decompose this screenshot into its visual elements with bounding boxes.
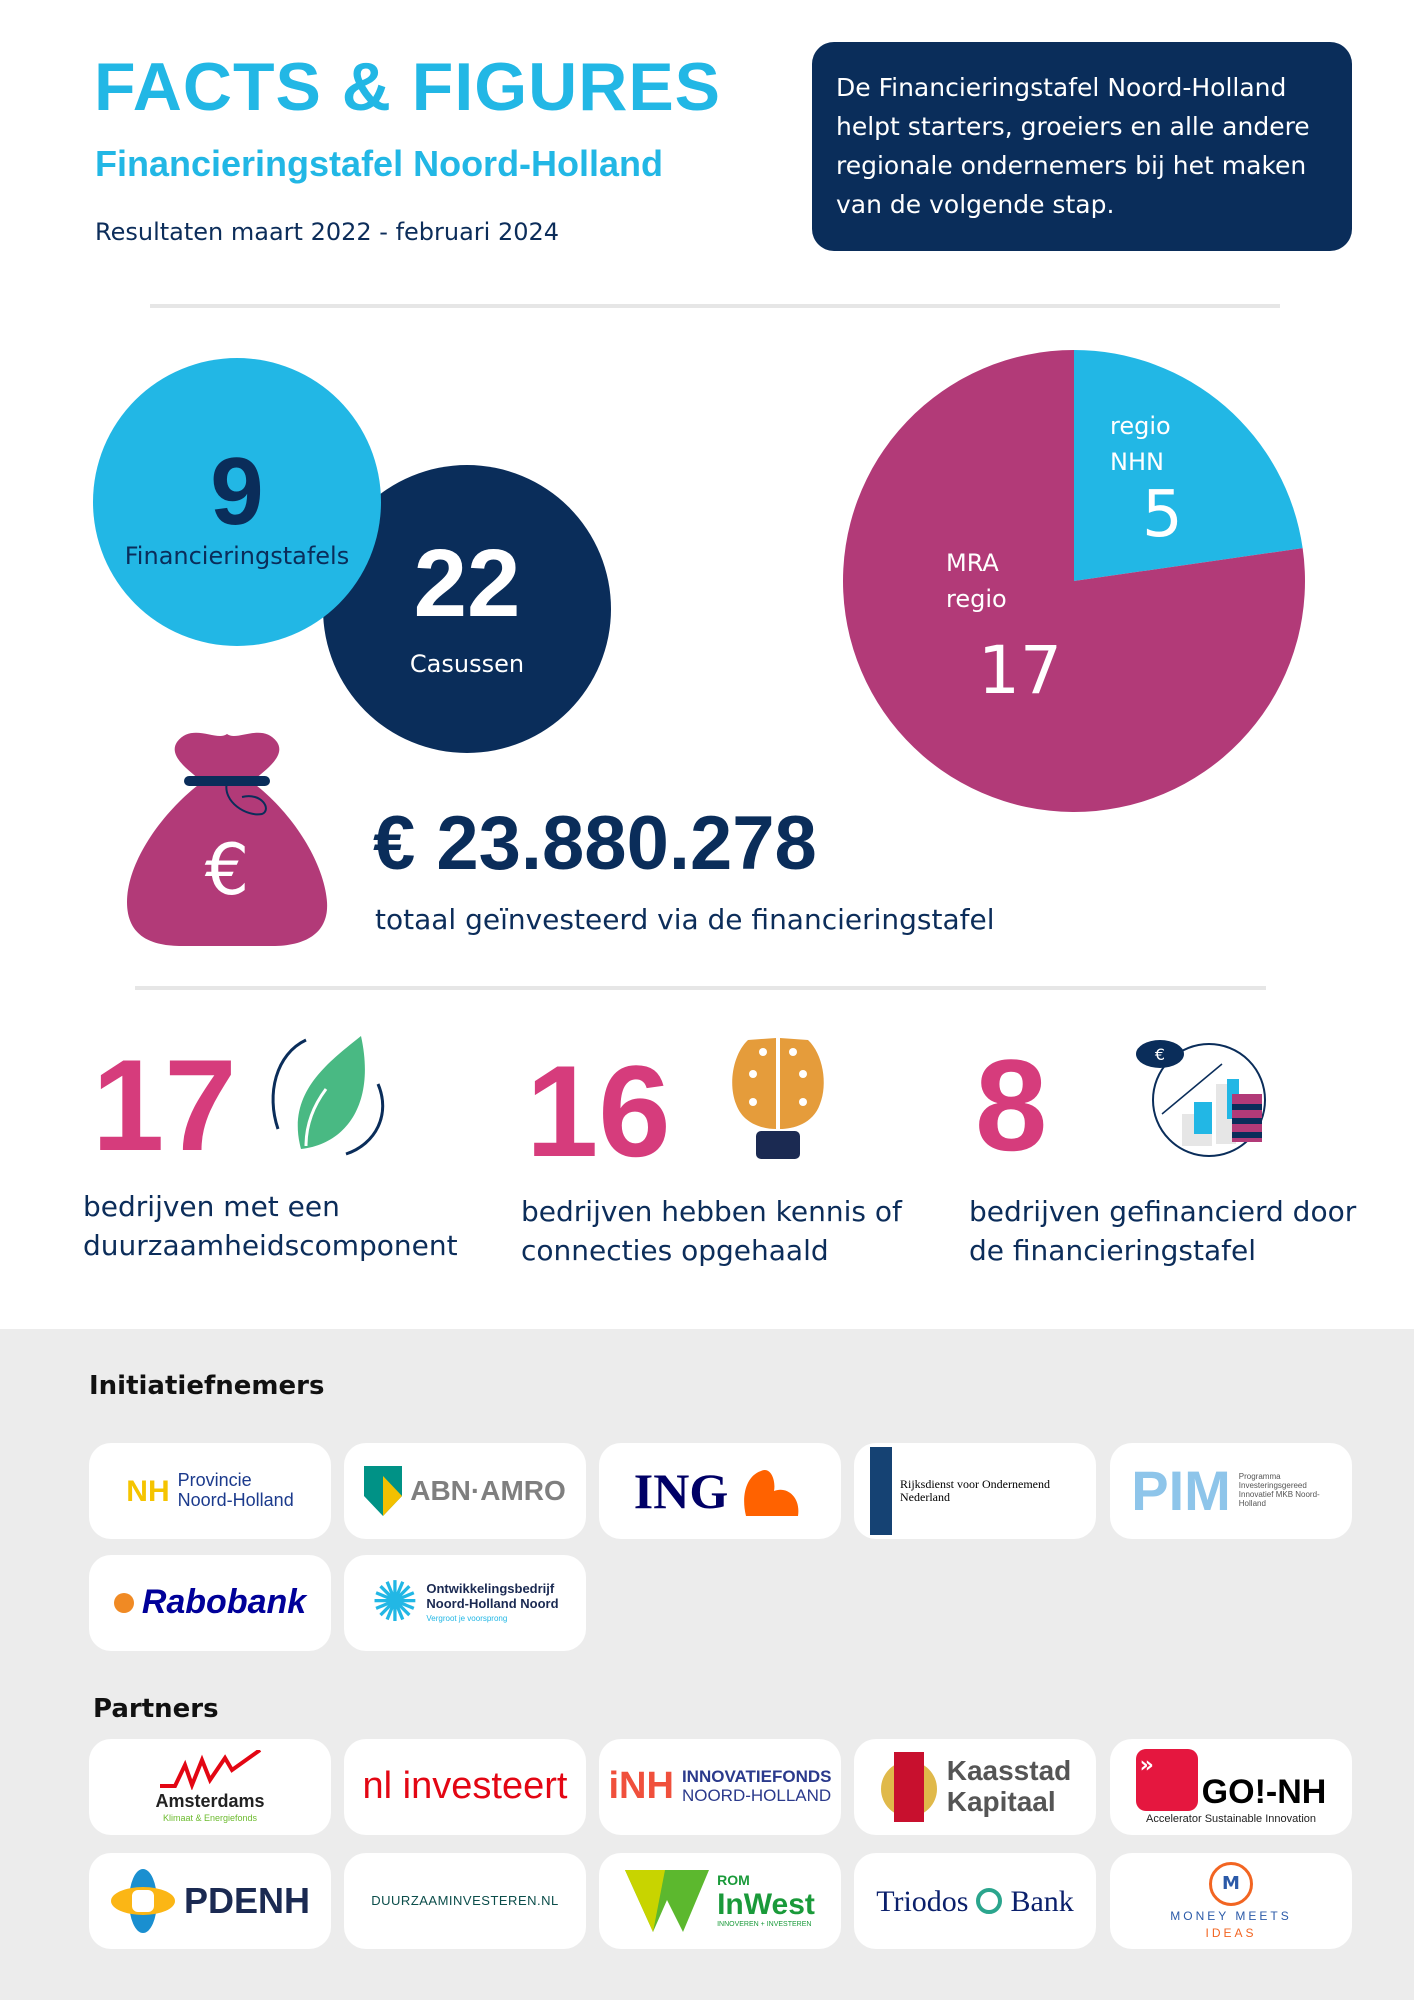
pie-label-mra: MRA regio [946, 549, 1007, 613]
page-title: FACTS & FIGURES [94, 49, 722, 125]
logo-duurzaam-investeren: DUURZAAMINVESTEREN.NL [344, 1853, 586, 1949]
logo-kaasstad-kapitaal: Kaasstad Kapitaal [854, 1739, 1096, 1835]
stat-sustainable-value: 17 [92, 1032, 237, 1178]
logo-amsterdams-klimaat-energiefonds: Amsterdams Klimaat & Energiefonds [89, 1739, 331, 1835]
tables-label: Financieringstafels [124, 542, 350, 570]
logo-provincie-noord-holland: NH Provincie Noord-Holland [89, 1443, 331, 1539]
investment-label: totaal geïnvesteerd via de financieringstafel [375, 903, 995, 936]
growth-chart-icon [1132, 1034, 1268, 1158]
leaf-cycle-icon [266, 1034, 396, 1158]
logo-rvo: Rijksdienst voor Ondernemend Nederland [854, 1443, 1096, 1539]
logo-money-meets-ideas: M MONEY MEETS IDEAS [1110, 1853, 1352, 1949]
svg-text:€: € [204, 829, 250, 911]
page-subtitle: Financieringstafel Noord-Holland [95, 143, 664, 184]
logo-ing: ING [599, 1443, 841, 1539]
logo-triodos-bank: Triodos Bank [854, 1853, 1096, 1949]
logo-pim: PIM Programma Investeringsgereed Innovatief MKB Noord-Holland [1110, 1443, 1352, 1539]
pie-label-nhn: regio NHN [1110, 412, 1171, 476]
stat-financed-value: 8 [975, 1032, 1048, 1178]
tables-circle [93, 358, 381, 646]
logo-rabobank: Rabobank [89, 1555, 331, 1651]
logo-innovatiefonds-noord-holland: iNH INNOVATIEFONDS NOORD-HOLLAND [599, 1739, 841, 1835]
logo-pdenh: PDENH [89, 1853, 331, 1949]
partners-heading: Partners [93, 1694, 219, 1724]
logo-abn-amro: ABN·AMRO [344, 1443, 586, 1539]
intro-box: De Financieringstafel Noord-Holland helpt starters, groeiers en alle andere regionale ondernemers bij het maken van de volgende stap. [812, 42, 1352, 251]
pie-value-nhn: 5 [1142, 478, 1183, 552]
region-pie-chart [842, 349, 1306, 813]
logo-rom-inwest: ROM InWest INNOVEREN + INVESTEREN [599, 1853, 841, 1949]
stat-knowledge-text: bedrijven hebben kennis of connecties opgehaald [521, 1195, 902, 1267]
pie-slice-nhn [1074, 350, 1303, 581]
brain-bulb-icon [728, 1034, 828, 1160]
period-text: Resultaten maart 2022 - februari 2024 [95, 218, 560, 246]
investment-amount: € 23.880.278 [373, 801, 817, 886]
logo-nl-investeert: nl investeert [344, 1739, 586, 1835]
stat-knowledge-value: 16 [526, 1038, 671, 1184]
divider [135, 986, 1266, 990]
stat-financed-text: bedrijven gefinancierd door de financieringstafel [969, 1195, 1357, 1267]
tables-value: 9 [210, 438, 264, 545]
cases-value: 22 [413, 530, 521, 637]
logo-go-nh: » GO!-NH Accelerator Sustainable Innovation [1110, 1739, 1352, 1835]
svg-text:€: € [1154, 1045, 1166, 1064]
cases-label: Casussen [409, 650, 525, 678]
initiators-heading: Initiatiefnemers [89, 1371, 325, 1401]
money-bag-euro-icon [122, 722, 332, 948]
logo-ontwikkelingsbedrijf-nhn: ✺ Ontwikkelingsbedrijf Noord-Holland Noord Vergroot je voorsprong [344, 1555, 586, 1651]
divider [150, 304, 1280, 308]
stat-sustainable-text: bedrijven met een duurzaamheidscomponent [83, 1190, 458, 1262]
pie-value-mra: 17 [978, 632, 1062, 709]
